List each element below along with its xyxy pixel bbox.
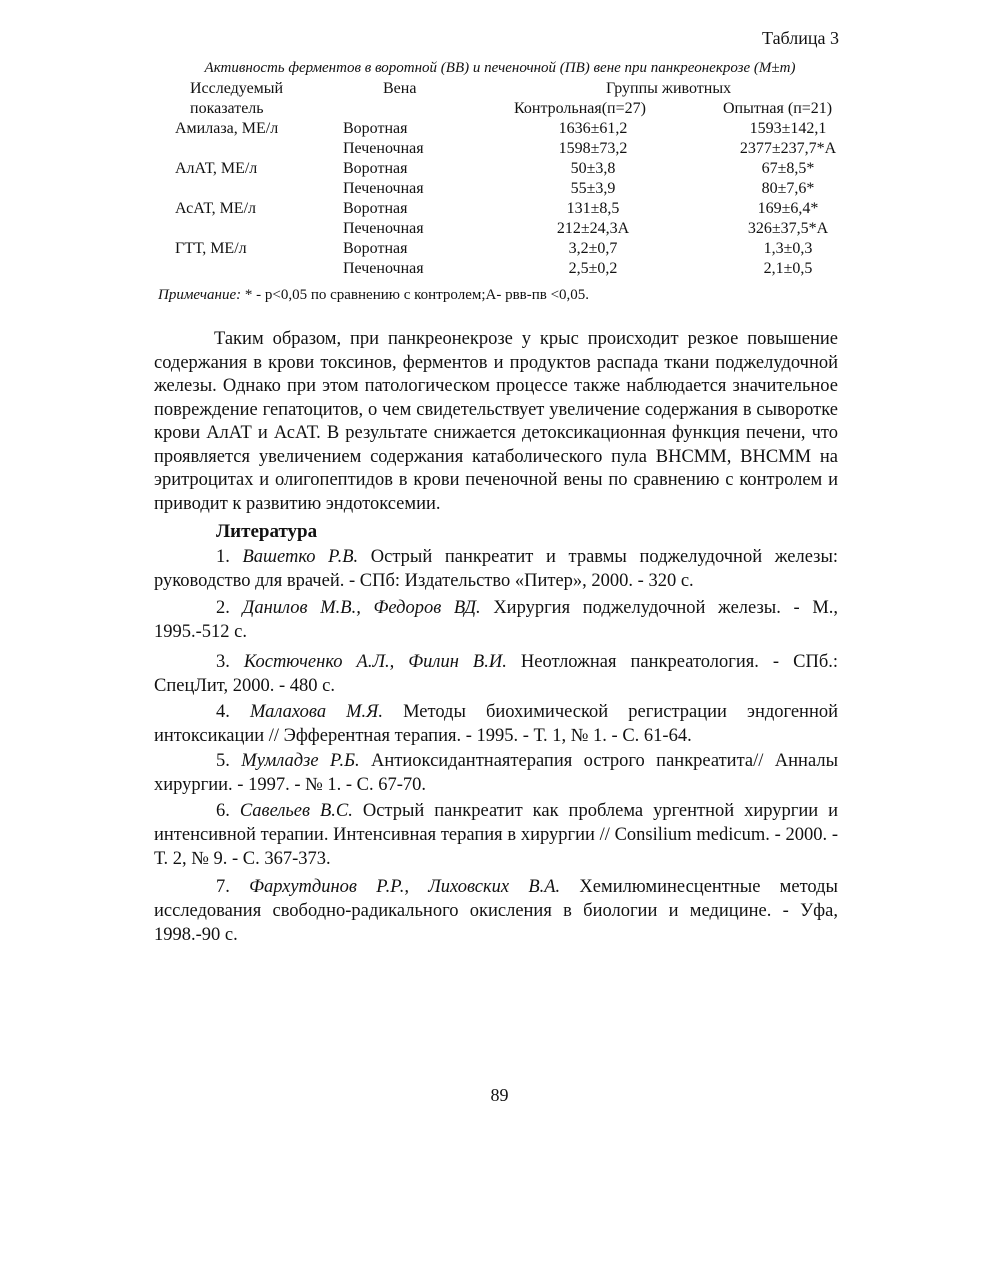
header-experimental: Опытная (п=21) (723, 100, 833, 117)
table-label: Таблица 3 (762, 28, 839, 48)
body-paragraph: Таким образом, при панкреонекрозе у крыс происходит резкое повышение содержания в крови токсинов, ферментов и продуктов распада ткани поджелудочной железы. Однако при этом патологическом процессе также наблюдается значительное повреждение гепатоцитов, о чем свидетельствует увеличение содержания в сыворотке крови АлАТ и АсАТ. В результате снижается детоксикационная функция печени, что проявляется увеличением содержания катаболического пула ВНСММ, ВНСММ на эритроцитах и олигопептидов в крови печеночной вены по сравнению с контролем и приводит к развитию эндотоксемии. (154, 329, 838, 514)
cell-experimental: 80±7,6* (761, 180, 815, 197)
table-note (158, 287, 589, 304)
cell-experimental: 1593±142,1 (749, 120, 827, 137)
cell-vein: Печеночная (343, 180, 424, 197)
reference-text: Антиоксидантнаятерапия острого панкреатита// Анналы хирургии. - 1997. - № 1. - С. 67-70. (154, 751, 838, 795)
references-heading: Литература (216, 521, 318, 542)
cell-vein: Печеночная (343, 260, 424, 277)
reference-item (154, 596, 838, 644)
reference-number: 4. (216, 702, 230, 722)
reference-text: Острый панкреатит как проблема ургентной хирургии и интенсивной терапии. Интенсивная терапия в хирургии // Consilium medicum. - 2000. - Т. 2, № 9. - С. 367-373. (154, 801, 839, 869)
reference-number: 5. (216, 751, 230, 771)
reference-number: 2. (216, 598, 230, 618)
cell-control: 1636±61,2 (558, 120, 628, 137)
cell-indicator: АлАТ, МЕ/л (175, 160, 258, 177)
cell-control: 1598±73,2 (558, 140, 628, 157)
cell-vein: Воротная (343, 160, 408, 177)
cell-experimental: 326±37,5*А (747, 220, 829, 237)
cell-control: 131±8,5 (566, 200, 620, 217)
reference-number: 1. (216, 547, 230, 567)
reference-item (154, 799, 838, 871)
header-groups: Группы животных (606, 80, 732, 97)
cell-control: 3,2±0,7 (568, 240, 618, 257)
cell-indicator: АсАТ, МЕ/л (175, 200, 257, 217)
cell-experimental: 169±6,4* (757, 200, 819, 217)
note-text: * - р<0,05 по сравнению с контролем;А- рвв-пв <0,05. (244, 287, 590, 303)
reference-text: Хирургия поджелудочной железы. - М., 1995.-512 с. (154, 598, 839, 642)
reference-number: 3. (216, 652, 230, 672)
reference-item (154, 875, 838, 947)
reference-authors: Костюченко А.Л., Филин В.И. (243, 652, 507, 672)
cell-experimental: 2,1±0,5 (763, 260, 813, 277)
cell-control: 2,5±0,2 (568, 260, 618, 277)
header-control: Контрольная(п=27) (514, 100, 646, 117)
reference-number: 7. (216, 877, 230, 897)
reference-authors: Савельев В.С. (239, 801, 353, 821)
cell-experimental: 2377±237,7*А (739, 140, 837, 157)
cell-indicator: Амилаза, МЕ/л (175, 120, 279, 137)
cell-indicator: ГТТ, МЕ/л (175, 240, 247, 257)
table-caption: Активность ферментов в воротной (ВВ) и печеночной (ПВ) вене при панкреонекрозе (M±m) (204, 60, 796, 76)
reference-authors: Данилов М.В., Федоров ВД. (242, 598, 481, 618)
reference-authors: Мумладзе Р.Б. (241, 751, 360, 771)
cell-vein: Печеночная (343, 220, 424, 237)
reference-authors: Малахова М.Я. (249, 702, 383, 722)
cell-experimental: 67±8,5* (761, 160, 815, 177)
reference-item (154, 545, 838, 593)
cell-control: 212±24,3А (556, 220, 630, 237)
header-vein: Вена (383, 80, 417, 97)
reference-number: 6. (216, 801, 230, 821)
reference-text: Методы биохимической регистрации эндогенной интоксикации // Эфферентная терапия. - 1995. - Т. 1, № 1. - С. 61-64. (154, 702, 839, 746)
cell-vein: Воротная (343, 200, 408, 217)
cell-experimental: 1,3±0,3 (763, 240, 813, 257)
cell-vein: Печеночная (343, 140, 424, 157)
header-indicator-line1: Исследуемый (190, 80, 284, 97)
reference-text: Неотложная панкреатология. - СПб.: СпецЛит, 2000. - 480 с. (154, 652, 838, 696)
cell-vein: Воротная (343, 240, 408, 257)
cell-vein: Воротная (343, 120, 408, 137)
note-label: Примечание: (158, 287, 242, 303)
reference-text: Хемилюминесцентные методы исследования свободно-радикального окисления в биологии и медицине. - Уфа, 1998.-90 с. (154, 877, 838, 945)
reference-item (154, 749, 838, 797)
reference-authors: Вашетко Р.В. (242, 547, 359, 567)
reference-item (154, 700, 838, 748)
reference-item (154, 650, 838, 698)
cell-control: 50±3,8 (570, 160, 616, 177)
header-indicator-line2: показатель (190, 100, 264, 117)
page-number: 89 (490, 1085, 509, 1105)
reference-authors: Фархутдинов Р.Р., Лиховских В.А. (249, 877, 561, 897)
reference-text: Острый панкреатит и травмы поджелудочной железы: руководство для врачей. - СПб: Издательство «Питер», 2000. - 320 с. (154, 547, 839, 591)
cell-control: 55±3,9 (570, 180, 616, 197)
